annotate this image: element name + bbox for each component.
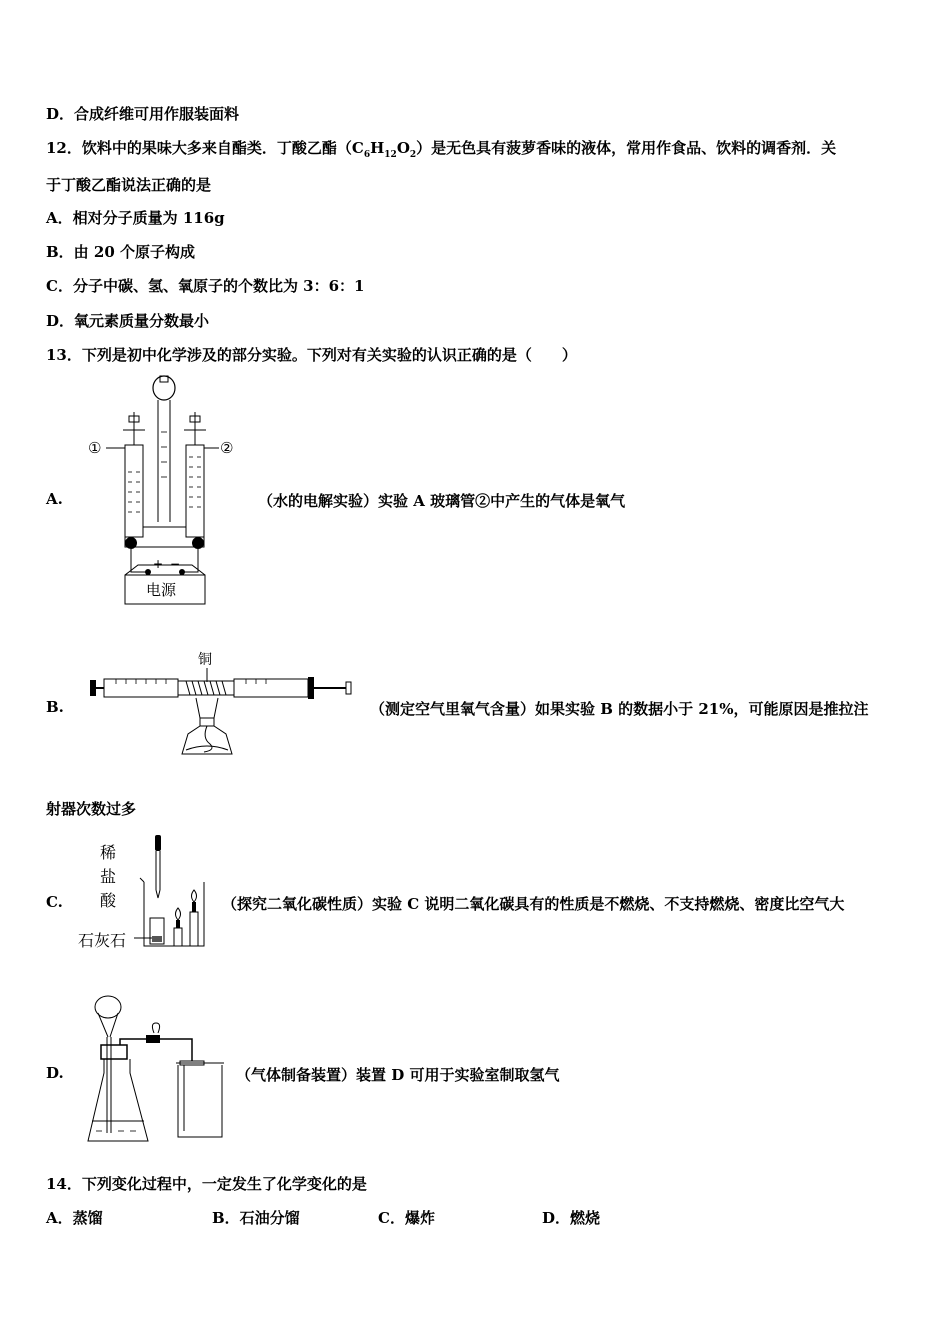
acid-label-char2: 盐 bbox=[100, 867, 117, 886]
formula-h-subscript: 12 bbox=[384, 150, 397, 160]
copper-label: 铜 bbox=[198, 652, 212, 668]
q13-option-a-text: （水的电解实验）实验 A 玻璃管②中产生的气体是氧气 bbox=[258, 492, 626, 510]
q12-stem-line1 bbox=[46, 137, 836, 160]
q12-option-d: D．氧元素质量分数最小 bbox=[46, 312, 210, 330]
q14-option-b: B．石油分馏 bbox=[212, 1209, 300, 1227]
formula-c-subscript: 6 bbox=[363, 150, 371, 160]
q13-option-b-text: （测定空气里氧气含量）如果实验 B 的数据小于 21%，可能原因是推拉注 bbox=[370, 700, 869, 718]
q12-option-c: C．分子中碳、氢、氧原子的个数比为 3：6：1 bbox=[46, 277, 365, 295]
water-electrolysis-figure bbox=[80, 372, 245, 608]
tube-label-1: ① bbox=[88, 439, 102, 457]
q12-option-a: A．相对分子质量为 116g bbox=[46, 209, 225, 227]
q12-stem-line2: 于丁酸乙酯说法正确的是 bbox=[46, 176, 212, 194]
q13-option-c-label: C. bbox=[46, 893, 63, 911]
q13-option-d-text: （气体制备装置）装置 D 可用于实验室制取氢气 bbox=[236, 1066, 560, 1084]
q14-stem: 14．下列变化过程中，一定发生了化学变化的是 bbox=[46, 1175, 367, 1193]
q12-stem-part1: 12．饮料中的果味大多来自酯类．丁酸乙酯（C bbox=[46, 139, 364, 157]
q12-option-b: B．由 20 个原子构成 bbox=[46, 243, 195, 261]
formula-h: H bbox=[370, 139, 385, 157]
co2-property-figure bbox=[76, 832, 212, 952]
q13-option-b-text-cont: 射器次数过多 bbox=[46, 800, 137, 818]
q13-option-d-label: D. bbox=[46, 1064, 64, 1082]
q11-option-d: D．合成纤维可用作服装面料 bbox=[46, 105, 240, 123]
q13-option-c-text: （探究二氧化碳性质）实验 C 说明二氧化碳具有的性质是不燃烧、不支持燃烧、密度比空气大 bbox=[222, 895, 845, 913]
q13-stem: 13．下列是初中化学涉及的部分实验。下列对有关实验的认识正确的是（ ） bbox=[46, 346, 577, 364]
formula-o: O bbox=[396, 139, 410, 157]
q14-option-d: D．燃烧 bbox=[542, 1209, 601, 1227]
q13-option-b-label: B. bbox=[46, 698, 64, 716]
power-source-label: 电源 bbox=[146, 581, 177, 599]
acid-label-char3: 酸 bbox=[100, 891, 117, 910]
q13-option-a-label: A. bbox=[46, 490, 63, 508]
limestone-label: 石灰石 bbox=[78, 931, 127, 950]
formula-o-subscript: 2 bbox=[409, 150, 417, 160]
q14-option-c: C．爆炸 bbox=[378, 1209, 435, 1227]
air-oxygen-figure bbox=[86, 646, 358, 766]
gas-generation-figure bbox=[84, 993, 232, 1145]
q12-stem-part2: ）是无色具有菠萝香味的液体，常用作食品、饮料的调香剂．关 bbox=[416, 139, 837, 157]
terminal-plus: + bbox=[153, 557, 164, 571]
tube-label-2: ② bbox=[220, 439, 234, 457]
q14-option-a: A．蒸馏 bbox=[46, 1209, 103, 1227]
acid-label-char1: 稀 bbox=[100, 843, 117, 862]
terminal-minus: − bbox=[170, 557, 181, 571]
